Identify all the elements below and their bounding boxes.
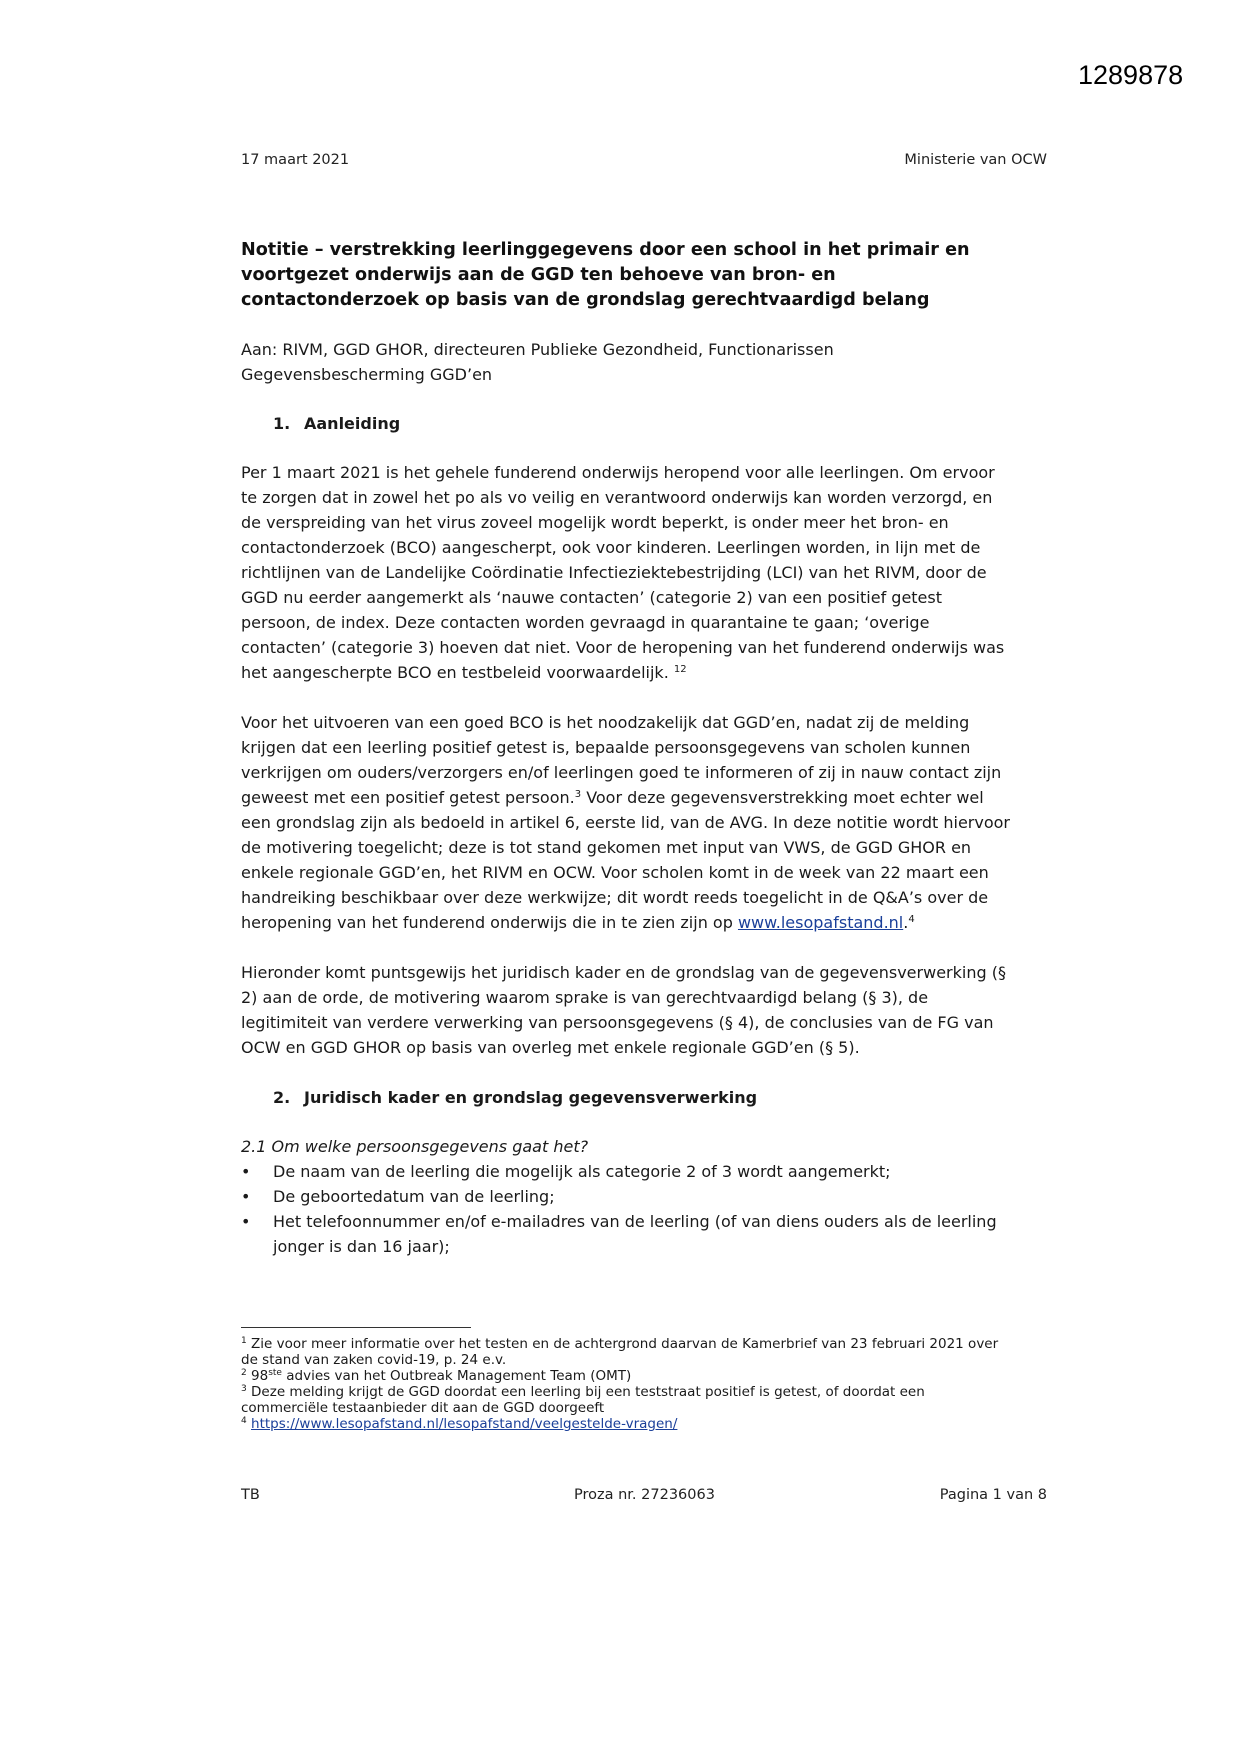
section-number: 1. [273, 414, 291, 433]
section-title: Juridisch kader en grondslag gegevensverwerking [304, 1088, 758, 1107]
document-number: 1289878 [1078, 60, 1184, 90]
personal-data-list [241, 1159, 1011, 1259]
lesopafstand-link[interactable]: www.lesopafstand.nl [737, 913, 904, 932]
punctuation: . [903, 913, 909, 932]
footnote-2 [241, 1368, 1001, 1384]
addressees: Aan: RIVM, GGD GHOR, directeuren Publieke Gezondheid, Functionarissen Gegevensbescherming GGD’en [241, 340, 834, 384]
paragraph-overview: Hieronder komt puntsgewijs het juridisch kader en de grondslag van de gegevensverwerking (§ 2) aan de orde, de motivering waarom sprake is van gerechtvaardigd belang (§ 3), de legitimiteit van verdere verwerking van persoonsgegevens (§ 4), de conclusies van de FG van OCW en GGD GHOR op basis van overleg met enkele regionale GGD’en (§ 5). [241, 963, 1006, 1057]
footnote-mark: 4 [241, 1416, 247, 1426]
footnotes [241, 1336, 1001, 1432]
footnote-3 [241, 1384, 1001, 1416]
footnote-prefix: 98 [251, 1368, 269, 1384]
paragraph-bco [241, 710, 1011, 935]
footnote-text: advies van het Outbreak Management Team (OMT) [286, 1368, 632, 1384]
footnote-mark: 3 [241, 1384, 247, 1394]
footnote-ref[interactable]: 4 [908, 914, 915, 925]
footnote-mark: 2 [241, 1368, 247, 1378]
footnote-1 [241, 1336, 1001, 1368]
paragraph-introduction [241, 460, 1011, 685]
section-2-heading [241, 1085, 1011, 1110]
footnote-text: Deze melding krijgt de GGD doordat een leerling bij een teststraat positief is getest, of doordat een commerciële testaanbieder dit aan de GGD doorgeeft [241, 1384, 925, 1416]
subsection-heading: 2.1 Om welke persoonsgegevens gaat het? [241, 1137, 589, 1156]
paragraph-text: Voor deze gegevensverstrekking moet echter wel een grondslag zijn als bedoeld in artikel 6, eerste lid, van de AVG. In deze notitie wordt hiervoor de motivering toegelicht; deze is tot stand gekomen met input van VWS, de GGD GHOR en enkele regionale GGD’en, het RIVM en OCW. Voor scholen komt in de week van 22 maart een handreiking beschikbaar over deze werkwijze; dit wordt reeds toegelicht in de Q&A’s over de heropening van het funderend onderwijs die in te zien zijn op [241, 788, 1011, 932]
footnote-divider [241, 1327, 471, 1328]
faq-link[interactable]: https://www.lesopafstand.nl/lesopafstand/veelgestelde-vragen/ [251, 1416, 678, 1432]
section-title: Aanleiding [304, 414, 401, 433]
document-title: Notitie – verstrekking leerlinggegevens door een school in het primair en voortgezet onderwijs aan de GGD ten behoeve van bron- en contactonderzoek op basis van de grondslag gerechtvaardigd belang [241, 240, 970, 310]
footer-page-number: Pagina 1 van 8 [939, 1487, 1047, 1503]
list-item: • Het telefoonnummer en/of e-mailadres van de leerling (of van diens ouders als de leerling jonger is dan 16 jaar); [241, 1209, 1011, 1259]
footer-proza-number: Proza nr. 27236063 [574, 1487, 715, 1503]
footnote-text: Zie voor meer informatie over het testen en de achtergrond daarvan de Kamerbrief van 23 februari 2021 over de stand van zaken covid-19, p. 24 e.v. [241, 1336, 999, 1368]
header-date: 17 maart 2021 [241, 152, 350, 168]
section-number: 2. [273, 1088, 291, 1107]
footnote-ref[interactable]: 12 [673, 664, 687, 675]
section-1-heading [241, 411, 1011, 436]
footnote-ref[interactable]: 3 [574, 789, 582, 800]
list-item: • De naam van de leerling die mogelijk als categorie 2 of 3 wordt aangemerkt; [241, 1159, 1011, 1184]
footer-initials: TB [241, 1487, 260, 1503]
ordinal-suffix: ste [268, 1368, 282, 1378]
footnote-4 [241, 1416, 1001, 1432]
paragraph-text: Voor het uitvoeren van een goed BCO is het noodzakelijk dat GGD’en, nadat zij de melding krijgen dat een leerling positief getest is, bepaalde persoonsgegevens van scholen kunnen verkrijgen om ouders/verzorgers en/of leerlingen goed te informeren of zij in nauw contact zijn geweest met een positief getest persoon. [241, 713, 1002, 807]
footnote-mark: 1 [241, 1336, 247, 1346]
paragraph-text: Per 1 maart 2021 is het gehele funderend onderwijs heropend voor alle leerlingen. Om ervoor te zorgen dat in zowel het po als vo veilig en verantwoord onderwijs kan worden verzorgd, en de verspreiding van het virus zoveel mogelijk wordt beperkt, is onder meer het bron- en contactonderzoek (BCO) aangescherpt, ook voor kinderen. Leerlingen worden, in lijn met de richtlijnen van de Landelijke Coördinatie Infectieziektebestrijding (LCI) van het RIVM, door de GGD nu eerder aangemerkt als ‘nauwe contacten’ (categorie 2) van een positief getest persoon, de index. Deze contacten worden gevraagd in quarantaine te gaan; ‘overige contacten’ (categorie 3) hoeven dat niet. Voor de heropening van het funderend onderwijs was het aangescherpte BCO en testbeleid voorwaardelijk. [241, 463, 1005, 682]
document-body [241, 238, 1011, 1259]
list-item: • De geboortedatum van de leerling; [241, 1184, 1011, 1209]
header-organization: Ministerie van OCW [904, 152, 1047, 168]
